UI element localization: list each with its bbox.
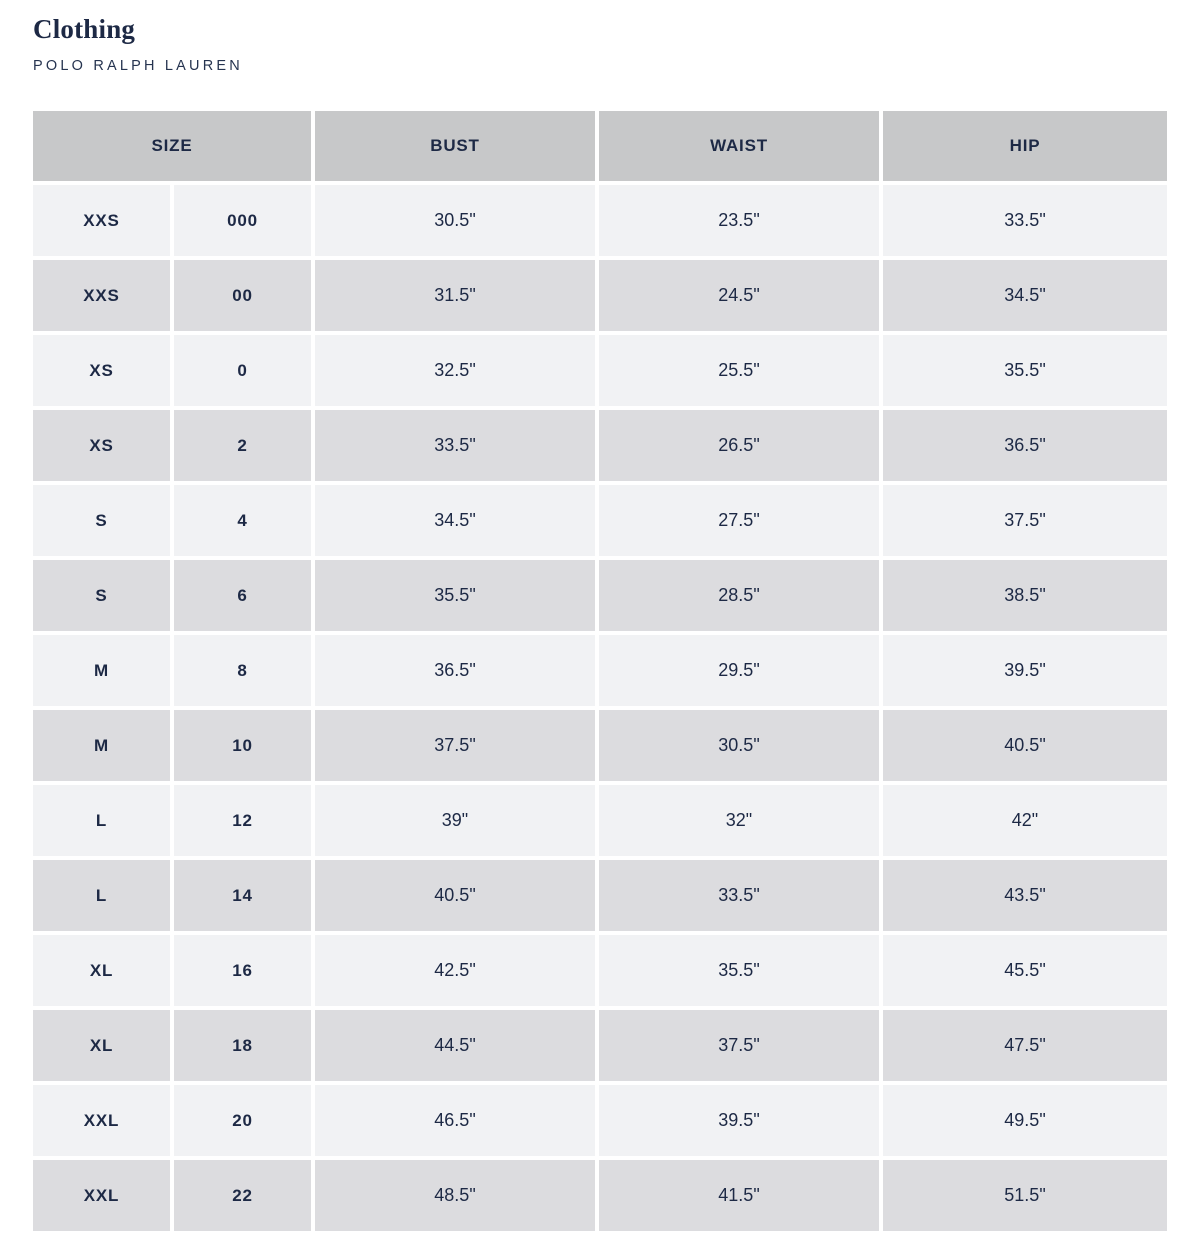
cell-hip: 37.5" [883, 485, 1167, 556]
table-row [33, 710, 1167, 781]
cell-size-alpha: XL [33, 1010, 170, 1081]
cell-waist: 32" [599, 785, 879, 856]
cell-hip: 42" [883, 785, 1167, 856]
cell-bust: 44.5" [315, 1010, 595, 1081]
cell-size-alpha: XL [33, 935, 170, 1006]
cell-bust: 35.5" [315, 560, 595, 631]
table-row [33, 785, 1167, 856]
cell-hip: 35.5" [883, 335, 1167, 406]
cell-bust: 33.5" [315, 410, 595, 481]
cell-hip: 43.5" [883, 860, 1167, 931]
cell-bust: 46.5" [315, 1085, 595, 1156]
cell-hip: 49.5" [883, 1085, 1167, 1156]
cell-waist: 24.5" [599, 260, 879, 331]
cell-waist: 33.5" [599, 860, 879, 931]
cell-size-alpha: XS [33, 410, 170, 481]
column-header-waist: WAIST [599, 111, 879, 181]
cell-size-alpha: XXL [33, 1085, 170, 1156]
cell-size-alpha: L [33, 785, 170, 856]
cell-size-numeric: 14 [174, 860, 311, 931]
cell-size-numeric: 12 [174, 785, 311, 856]
cell-hip: 36.5" [883, 410, 1167, 481]
cell-size-alpha: M [33, 635, 170, 706]
cell-size-alpha: S [33, 485, 170, 556]
cell-bust: 36.5" [315, 635, 595, 706]
cell-size-numeric: 16 [174, 935, 311, 1006]
table-row [33, 560, 1167, 631]
table-row [33, 185, 1167, 256]
table-row [33, 410, 1167, 481]
page-title: Clothing [33, 14, 136, 44]
cell-size-numeric: 20 [174, 1085, 311, 1156]
table-row [33, 860, 1167, 931]
size-chart-table [29, 107, 1171, 1235]
cell-size-numeric: 8 [174, 635, 311, 706]
cell-bust: 40.5" [315, 860, 595, 931]
cell-bust: 37.5" [315, 710, 595, 781]
table-row [33, 260, 1167, 331]
table-row [33, 935, 1167, 1006]
cell-hip: 47.5" [883, 1010, 1167, 1081]
cell-size-alpha: M [33, 710, 170, 781]
cell-bust: 31.5" [315, 260, 595, 331]
cell-waist: 37.5" [599, 1010, 879, 1081]
cell-waist: 41.5" [599, 1160, 879, 1231]
cell-bust: 48.5" [315, 1160, 595, 1231]
cell-size-numeric: 22 [174, 1160, 311, 1231]
cell-bust: 39" [315, 785, 595, 856]
table-row [33, 635, 1167, 706]
cell-size-alpha: XXL [33, 1160, 170, 1231]
cell-size-alpha: XS [33, 335, 170, 406]
cell-size-numeric: 18 [174, 1010, 311, 1081]
cell-hip: 39.5" [883, 635, 1167, 706]
header-row [33, 111, 1167, 181]
cell-waist: 27.5" [599, 485, 879, 556]
cell-waist: 28.5" [599, 560, 879, 631]
cell-bust: 32.5" [315, 335, 595, 406]
cell-waist: 23.5" [599, 185, 879, 256]
cell-hip: 45.5" [883, 935, 1167, 1006]
cell-hip: 34.5" [883, 260, 1167, 331]
table-row [33, 1085, 1167, 1156]
cell-bust: 34.5" [315, 485, 595, 556]
table-row [33, 335, 1167, 406]
cell-size-numeric: 00 [174, 260, 311, 331]
cell-size-alpha: XXS [33, 260, 170, 331]
cell-bust: 30.5" [315, 185, 595, 256]
table-row [33, 1160, 1167, 1231]
cell-hip: 38.5" [883, 560, 1167, 631]
cell-waist: 29.5" [599, 635, 879, 706]
column-header-bust: BUST [315, 111, 595, 181]
cell-hip: 51.5" [883, 1160, 1167, 1231]
cell-size-numeric: 000 [174, 185, 311, 256]
cell-waist: 39.5" [599, 1085, 879, 1156]
cell-waist: 35.5" [599, 935, 879, 1006]
cell-size-numeric: 10 [174, 710, 311, 781]
cell-size-numeric: 4 [174, 485, 311, 556]
cell-waist: 26.5" [599, 410, 879, 481]
table-row [33, 1010, 1167, 1081]
cell-hip: 40.5" [883, 710, 1167, 781]
table-row [33, 485, 1167, 556]
cell-waist: 30.5" [599, 710, 879, 781]
cell-size-alpha: L [33, 860, 170, 931]
column-header-hip: HIP [883, 111, 1167, 181]
cell-bust: 42.5" [315, 935, 595, 1006]
cell-size-alpha: S [33, 560, 170, 631]
brand-label: POLO RALPH LAUREN [33, 58, 243, 74]
cell-waist: 25.5" [599, 335, 879, 406]
cell-size-numeric: 2 [174, 410, 311, 481]
cell-hip: 33.5" [883, 185, 1167, 256]
cell-size-numeric: 0 [174, 335, 311, 406]
column-header-size: SIZE [33, 111, 311, 181]
cell-size-alpha: XXS [33, 185, 170, 256]
cell-size-numeric: 6 [174, 560, 311, 631]
